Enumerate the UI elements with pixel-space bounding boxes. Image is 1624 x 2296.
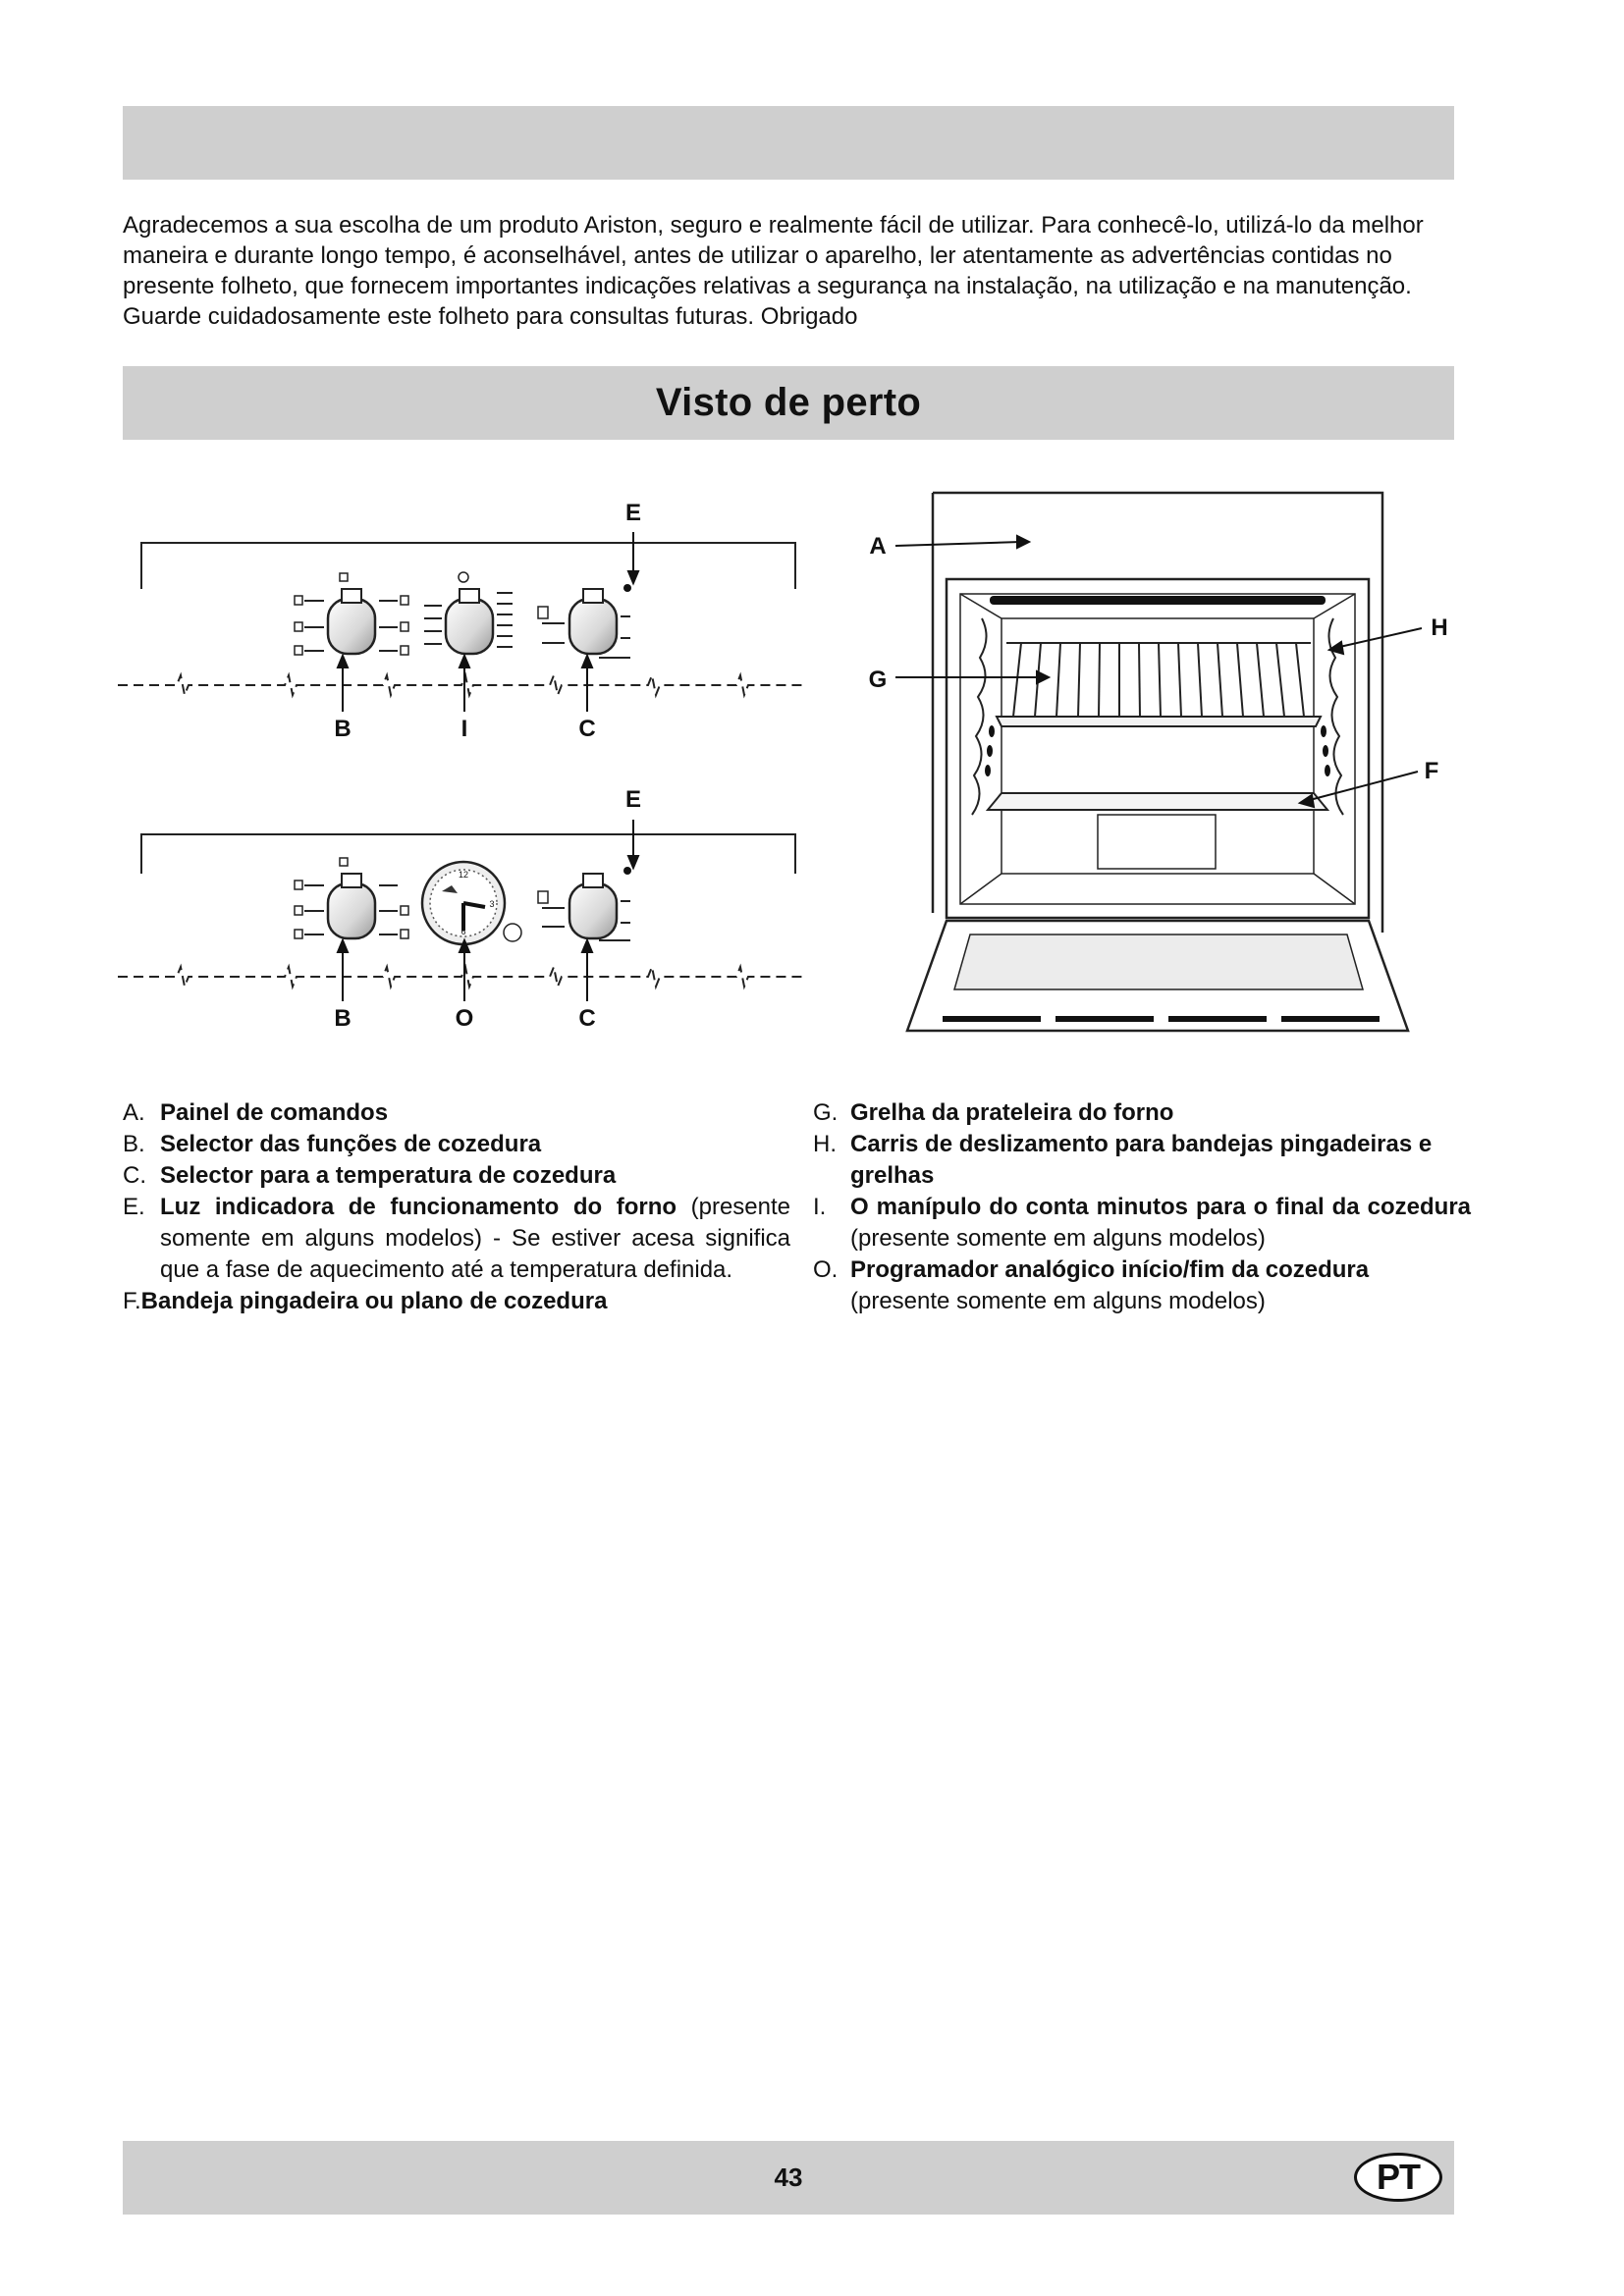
oven-diagram [844,481,1463,1050]
language-badge: PT [1354,2153,1442,2202]
label-g: G [868,667,888,693]
page-number: 43 [774,2163,803,2192]
label-e-top: E [624,500,642,526]
drip-tray [988,793,1327,810]
legend-item-f [123,1286,790,1317]
legend-key: O. [813,1256,839,1283]
panel-break-line-top [118,675,805,695]
legend-item-g [813,1097,1471,1129]
oven-cavity [947,579,1369,918]
legend-right-column [813,1097,1471,1317]
control-panel-outline-top [141,543,795,589]
legend-key: H. [813,1131,837,1157]
legend-key: C. [123,1162,146,1189]
label-e-bottom: E [624,786,642,813]
footer-bar [123,2141,1454,2215]
indicator-light-bottom [623,867,631,875]
control-panel-diagram [118,491,815,1050]
legend-key: G. [813,1099,839,1126]
oven-door [907,921,1408,1031]
label-f: F [1424,758,1439,784]
legend-key: B. [123,1131,145,1157]
legend-key: F. [123,1288,141,1314]
clock-number-12: 12 [458,870,469,880]
label-i-top: I [460,716,468,742]
legend-item-a [123,1097,790,1129]
label-c-top: C [578,716,596,742]
legend-item-b [123,1129,790,1160]
clock-number-3: 3 [489,899,495,909]
label-a: A [869,533,887,560]
legend-left-column [123,1097,790,1317]
legend-label: Selector para a temperatura de cozedura [160,1162,617,1189]
temperature-knob-top [538,584,631,658]
legend-item-h [813,1129,1471,1192]
timer-knob [424,572,513,654]
clock-number-6: 6 [460,927,466,936]
analog-programmer-clock [422,862,521,944]
label-c-bottom: C [578,1005,596,1032]
label-b-bottom: B [334,1005,352,1032]
panel-break-line-bottom [118,967,805,987]
programmer-button-icon [504,924,521,941]
legend-label: Programador analógico início/fim da cozedura [850,1256,1370,1283]
legend-key: A. [123,1099,145,1126]
oven-rack [997,643,1321,726]
legend-label: Painel de comandos [160,1099,389,1126]
heating-element [990,596,1326,605]
legend-label: Bandeja pingadeira ou plano de cozedura [140,1288,608,1314]
label-o-bottom: O [455,1005,474,1032]
legend-item-i [813,1192,1471,1255]
legend-label: Carris de deslizamento para bandejas pingadeiras e grelhas [850,1131,1433,1189]
section-title: Visto de perto [655,381,922,424]
legend-note: (presente somente em alguns modelos) [850,1288,1266,1314]
temperature-knob-bottom [538,867,631,940]
legend-item-c [123,1160,790,1192]
legend-label: Luz indicadora de funcionamento do forno [160,1194,677,1220]
label-b-top: B [334,716,352,742]
legend-key: E. [123,1194,145,1220]
header-bar [123,106,1454,180]
legend-label: O manípulo do conta minutos para o final da cozedura [850,1194,1471,1220]
legend-label: Selector das funções de cozedura [160,1131,542,1157]
intro-paragraph: Agradecemos a sua escolha de um produto Ariston, seguro e realmente fácil de utilizar. Para conhecê-lo, utilizá-lo da melhor maneira e durante longo tempo, é aconselhável, antes de utilizar o aparelho, ler atentamente as advertências contidas no presente folheto, que fornecem importantes indicações relativas a segurança na instalação, na utilização e na manutenção. Guarde cuidadosamente este folheto para consultas futuras. Obrigado [123,212,1424,330]
legend-item-e [123,1192,790,1286]
indicator-light-top [623,584,631,592]
legend-item-o [813,1255,1471,1317]
legend-key: I. [813,1194,827,1220]
function-selector-knob-top [295,573,408,655]
section-header-bar [123,366,1454,440]
legend-note: (presente somente em alguns modelos) - Se estiver acesa significa que a fase de aquecimento até a temperatura definida. [160,1194,791,1283]
legend-note: (presente somente em alguns modelos) [850,1225,1266,1252]
oven-body-outline [933,493,1382,933]
legend-label: Grelha da prateleira do forno [850,1099,1174,1126]
function-selector-knob-bottom [295,858,408,938]
label-h: H [1431,614,1448,641]
